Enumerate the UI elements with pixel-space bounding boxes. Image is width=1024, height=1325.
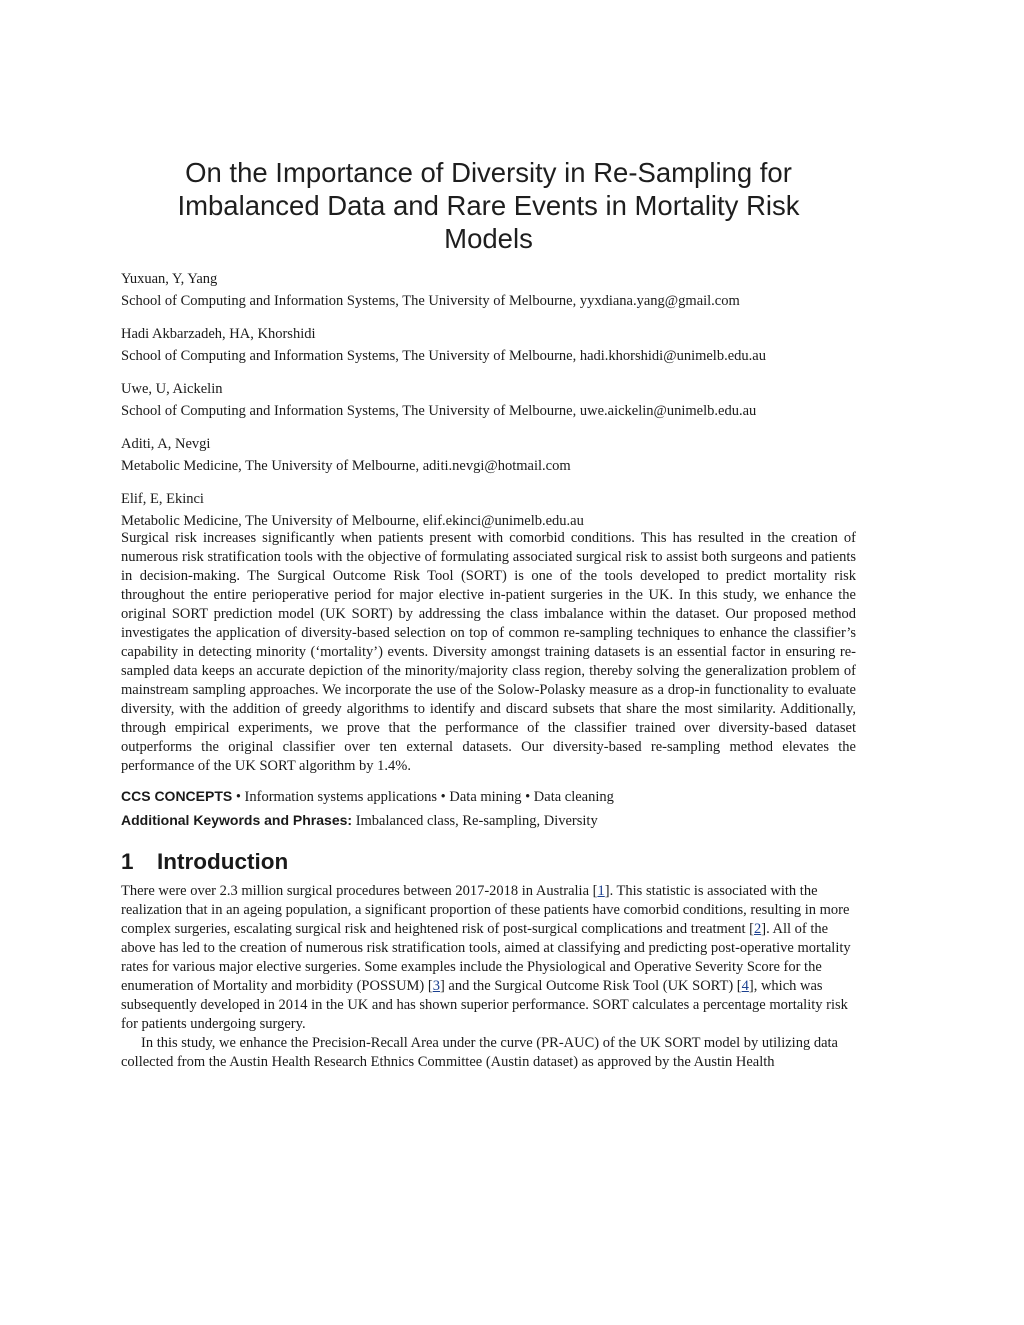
citation-link[interactable]: 3 (432, 978, 440, 994)
intro-paragraph: In this study, we enhance the Precision-Recall Area under the curve (PR-AUC) of the UK SORT model by utilizing data collected from the Austin Health Research Ethnics Committee (Austin dataset) as approved by the Austin Health (121, 1035, 838, 1070)
ccs-concepts (121, 787, 856, 807)
author-block (121, 490, 856, 530)
abstract: Surgical risk increases significantly when patients present with comorbid conditions. This has resulted in the creation of numerous risk stratification tools with the objective of formulating associated surgical risk to assist both surgeons and patients in decision-making. The Surgical Outcome Risk Tool (SORT) is one of the tools developed to predict mortality risk throughout the entire perioperative period for major elective in-patient surgeries in the UK. In this study, we enhance the original SORT prediction model (UK SORT) by addressing the class imbalance within the dataset. Our proposed method investigates the application of diversity-based selection on top of common re-sampling techniques to enhance the classifier’s capability in detecting minority (‘mortality’) events. Diversity amongst training datasets is an essential factor in ensuring re-sampled data keeps an accurate depiction of the minority/majority class region, thereby solving the generalization problem of mainstream sampling approaches. We incorporate the use of the Solow-Polasky measure as a drop-in functionality to evaluate diversity, with the addition of greedy algorithms to identify and discard subsets that share the most similarity. Additionally, through empirical experiments, we prove that the performance of the classifier trained over diversity-based dataset outperforms the original classifier over ten external datasets. Our diversity-based re-sampling method elevates the performance of the UK SORT algorithm by 1.4%. (121, 530, 856, 774)
author-name: Uwe, U, Aickelin (121, 381, 223, 397)
intro-text: ]. This statistic is associated with the realization that in an ageing population, a significant proportion of these patients have comorbid conditions, resulting in more complex surgeries, escalating surgical risk and heightened risk of post-surgical complications and treatment [ (121, 883, 850, 937)
section-title: Introduction (157, 849, 289, 874)
author-affiliation: Metabolic Medicine, The University of Melbourne, aditi.nevgi@hotmail.com (121, 458, 571, 474)
keywords-label: Additional Keywords and Phrases: (121, 812, 353, 828)
author-affiliation: School of Computing and Information Systems, The University of Melbourne, uwe.aickelin@unimelb.edu.au (121, 403, 757, 419)
citation-link[interactable]: 2 (754, 921, 762, 937)
section-number: 1 (121, 849, 134, 874)
introduction-body (121, 882, 856, 1072)
ccs-label: CCS CONCEPTS (121, 788, 233, 804)
intro-text: There were over 2.3 million surgical procedures between 2017-2018 in Australia [ (121, 883, 598, 899)
section-heading (121, 848, 856, 876)
citation-link[interactable]: 1 (597, 883, 605, 899)
citation-link[interactable]: 4 (741, 978, 749, 994)
title-line: Models (444, 223, 533, 254)
intro-paragraph (121, 882, 856, 1034)
title-line: Imbalanced Data and Rare Events in Mortality Risk (177, 190, 800, 221)
intro-text: ], which was subsequently developed in 2014 in the UK and has shown superior performance. SORT calculates a percentage mortality risk for patients undergoing surgery. (121, 978, 848, 1032)
author-name: Hadi Akbarzadeh, HA, Khorshidi (121, 326, 316, 342)
ccs-text: • Information systems applications • Data mining • Data cleaning (232, 789, 614, 805)
author-name: Yuxuan, Y, Yang (121, 271, 218, 287)
author-name: Elif, E, Ekinci (121, 491, 204, 507)
author-affiliation: School of Computing and Information Systems, The University of Melbourne, hadi.khorshidi@unimelb.edu.au (121, 348, 766, 364)
keywords (121, 811, 856, 831)
title-line: On the Importance of Diversity in Re-Sampling for (185, 157, 792, 188)
author-name: Aditi, A, Nevgi (121, 436, 211, 452)
paper-title (121, 156, 856, 255)
author-block (121, 325, 856, 365)
author-affiliation: School of Computing and Information Systems, The University of Melbourne, yyxdiana.yang@gmail.com (121, 293, 740, 309)
author-affiliation: Metabolic Medicine, The University of Melbourne, elif.ekinci@unimelb.edu.au (121, 513, 584, 529)
author-block (121, 435, 856, 475)
author-block (121, 270, 856, 310)
author-list (121, 270, 856, 545)
intro-text: ]. All of the above has led to the creation of numerous risk stratification tools, aimed at classifying and predicting post-operative mortality rates for various major elective surgeries. Some examples include the Physiological and Operative Severity Score for the enumeration of Mortality and morbidity (POSSUM) [ (121, 921, 851, 994)
author-block (121, 380, 856, 420)
intro-text: ] and the Surgical Outcome Risk Tool (UK SORT) [ (439, 978, 742, 994)
keywords-text: Imbalanced class, Re-sampling, Diversity (352, 813, 598, 829)
